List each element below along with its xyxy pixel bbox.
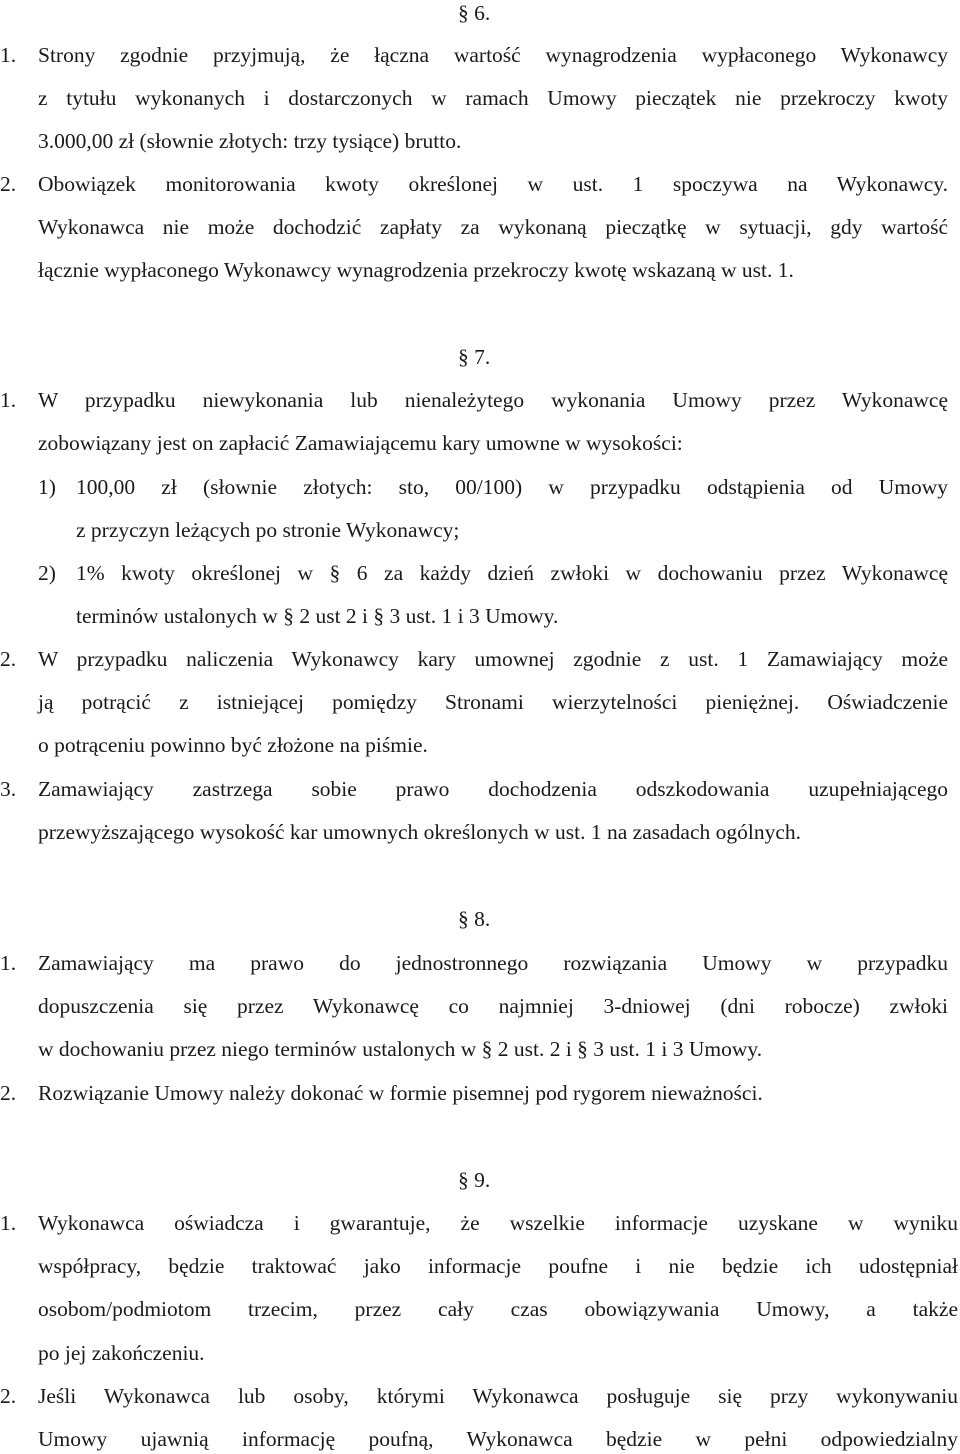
paragraph-line: po jej zakończeniu. xyxy=(38,1341,205,1365)
paragraph-line: przewyższającego wysokość kar umownych określonych w ust. 1 na zasadach ogólnych. xyxy=(38,820,802,844)
paragraph-line: W przypadku niewykonania lub nienależytego wykonania Umowy przez Wykonawcę xyxy=(38,388,948,412)
section-heading-8: § 8. xyxy=(458,907,491,931)
paragraph-line: Rozwiązanie Umowy należy dokonać w formie pisemnej pod rygorem nieważności. xyxy=(38,1081,763,1105)
paragraph-line: z tytułu wykonanych i dostarczonych w ramach Umowy pieczątek nie przekroczy kwoty xyxy=(38,86,948,110)
item-number: 1. xyxy=(0,43,17,67)
paragraph-line: 100,00 zł (słownie złotych: sto, 00/100) w przypadku odstąpienia od Umowy xyxy=(76,475,948,499)
paragraph-line: Zamawiający zastrzega sobie prawo dochodzenia odszkodowania uzupełniającego xyxy=(38,777,948,801)
item-number: 2. xyxy=(0,1384,17,1408)
item-number: 1. xyxy=(0,1211,17,1235)
paragraph-line: W przypadku naliczenia Wykonawcy kary umownej zgodnie z ust. 1 Zamawiający może xyxy=(38,647,948,671)
paragraph-line: o potrąceniu powinno być złożone na piśmie. xyxy=(38,733,428,757)
paragraph-line: dopuszczenia się przez Wykonawcę co najmniej 3-dniowej (dni robocze) zwłoki xyxy=(38,994,948,1018)
paragraph-line: łącznie wypłaconego Wykonawcy wynagrodzenia przekroczy kwotę wskazaną w ust. 1. xyxy=(38,258,794,282)
section-heading-7: § 7. xyxy=(458,345,491,369)
paragraph-line: z przyczyn leżących po stronie Wykonawcy; xyxy=(76,518,460,542)
paragraph-line: ją potrącić z istniejącej pomiędzy Stronami wierzytelności pieniężnej. Oświadczenie xyxy=(38,690,948,714)
paragraph-line: Umowy ujawnią informację poufną, Wykonawca będzie w pełni odpowiedzialny xyxy=(38,1427,958,1451)
paragraph-line: Zamawiający ma prawo do jednostronnego rozwiązania Umowy w przypadku xyxy=(38,951,948,975)
item-number: 2) xyxy=(38,561,56,585)
paragraph-line: Wykonawca oświadcza i gwarantuje, że wszelkie informacje uzyskane w wyniku xyxy=(38,1211,958,1235)
paragraph-line: współpracy, będzie traktować jako informacje poufne i nie będzie ich udostępniał xyxy=(38,1254,958,1278)
paragraph-line: terminów ustalonych w § 2 ust 2 i § 3 ust. 1 i 3 Umowy. xyxy=(76,604,559,628)
paragraph-line: osobom/podmiotom trzecim, przez cały czas obowiązywania Umowy, a także xyxy=(38,1297,958,1321)
paragraph-line: 3.000,00 zł (słownie złotych: trzy tysiące) brutto. xyxy=(38,129,462,153)
paragraph-line: Wykonawca nie może dochodzić zapłaty za wykonaną pieczątkę w sytuacji, gdy wartość xyxy=(38,215,948,239)
paragraph-line: zobowiązany jest on zapłacić Zamawiającemu kary umowne w wysokości: xyxy=(38,431,683,455)
item-number: 1. xyxy=(0,388,17,412)
paragraph-line: Obowiązek monitorowania kwoty określonej w ust. 1 spoczywa na Wykonawcy. xyxy=(38,172,948,196)
paragraph-line: w dochowaniu przez niego terminów ustalonych w § 2 ust. 2 i § 3 ust. 1 i 3 Umowy. xyxy=(38,1037,763,1061)
item-number: 3. xyxy=(0,777,17,801)
section-heading-9: § 9. xyxy=(458,1168,491,1192)
paragraph-line: Strony zgodnie przyjmują, że łączna wartość wynagrodzenia wypłaconego Wykonawcy xyxy=(38,43,948,67)
item-number: 2. xyxy=(0,1081,17,1105)
item-number: 1. xyxy=(0,951,17,975)
section-heading-6: § 6. xyxy=(458,1,491,25)
item-number: 2. xyxy=(0,647,17,671)
item-number: 1) xyxy=(38,475,56,499)
paragraph-line: 1% kwoty określonej w § 6 za każdy dzień zwłoki w dochowaniu przez Wykonawcę xyxy=(76,561,948,585)
paragraph-line: Jeśli Wykonawca lub osoby, którymi Wykonawca posługuje się przy wykonywaniu xyxy=(38,1384,958,1408)
item-number: 2. xyxy=(0,172,17,196)
